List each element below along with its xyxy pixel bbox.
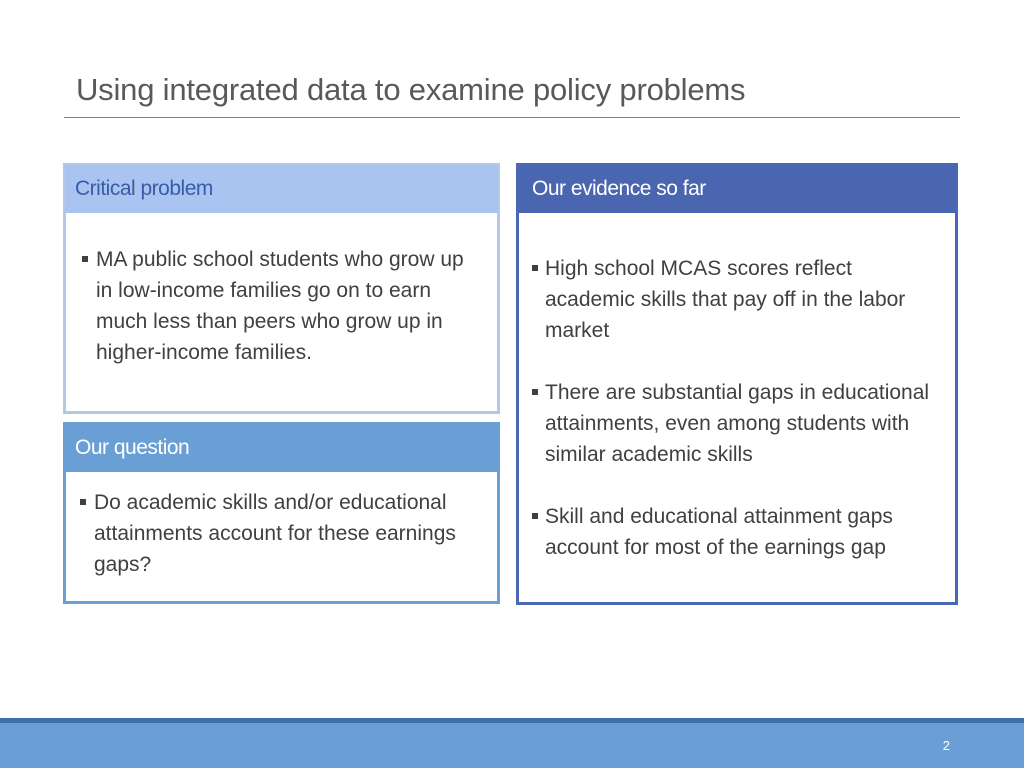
our-question-panel xyxy=(63,422,500,604)
evidence-bullet-1 xyxy=(532,253,947,346)
page-number: 2 xyxy=(942,738,950,753)
square-bullet-icon xyxy=(82,256,88,262)
our-question-bullet xyxy=(80,487,483,580)
bullet-text: Skill and educational attainment gaps account for most of the earnings gap xyxy=(545,505,893,559)
bullet-text: There are substantial gaps in educational attainments, even among students with similar academic skills xyxy=(545,381,930,466)
square-bullet-icon xyxy=(532,513,538,519)
bullet-text: Do academic skills and/or educational attainments account for these earnings gaps? xyxy=(94,491,456,576)
our-question-body xyxy=(66,487,497,580)
evidence-bullet-2 xyxy=(532,377,947,470)
evidence-body xyxy=(519,253,955,594)
critical-problem-panel xyxy=(63,163,500,414)
footer-bar xyxy=(0,723,1024,768)
critical-problem-header: Critical problem xyxy=(65,165,498,213)
our-question-header: Our question xyxy=(65,424,498,472)
critical-problem-bullet xyxy=(82,244,483,368)
evidence-bullet-3 xyxy=(532,501,947,563)
slide-title: Using integrated data to examine policy problems xyxy=(76,72,746,107)
evidence-panel xyxy=(516,163,958,605)
bullet-text: High school MCAS scores reflect academic skills that pay off in the labor market xyxy=(545,257,906,342)
square-bullet-icon xyxy=(532,389,538,395)
evidence-header: Our evidence so far xyxy=(518,165,956,213)
square-bullet-icon xyxy=(532,265,538,271)
bullet-text: MA public school students who grow up in low-income families go on to earn much less than peers who grow up in higher-income families. xyxy=(96,248,464,364)
critical-problem-body xyxy=(66,244,497,368)
title-divider xyxy=(64,117,960,118)
square-bullet-icon xyxy=(80,499,86,505)
